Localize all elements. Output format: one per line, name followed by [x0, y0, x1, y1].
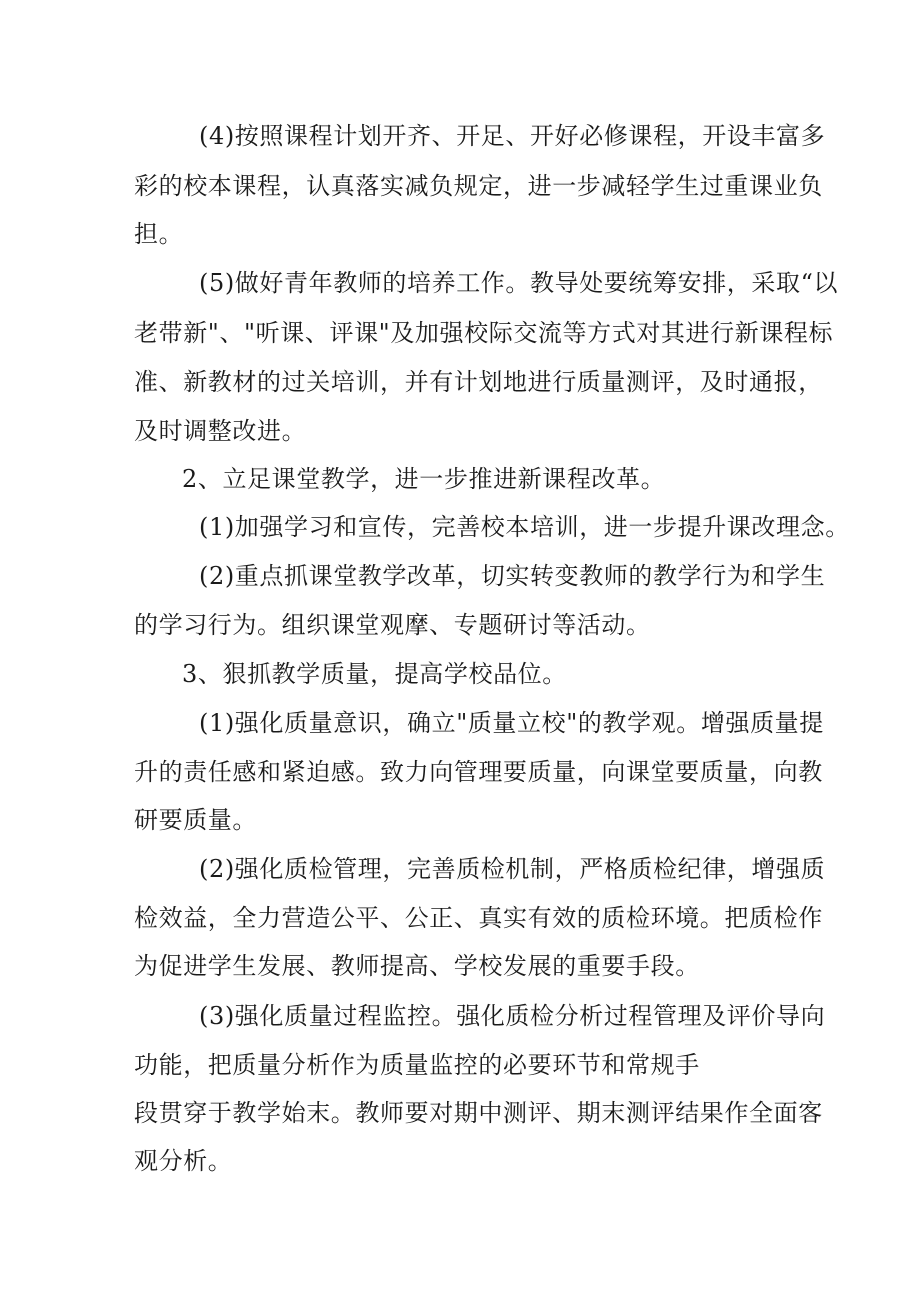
paragraph-line: 的学习行为。组织课堂观摩、专题研讨等活动。 [134, 611, 651, 639]
section-heading: 3、狠抓教学质量，提高学校品位。 [182, 660, 567, 688]
paragraph-line: (1)强化质量意识，确立"质量立校"的教学观。增强质量提 [199, 709, 824, 737]
paragraph-line: 准、新教材的过关培训，并有计划地进行质量测评，及时通报， [134, 368, 823, 396]
paragraph-line: 及时调整改进。 [134, 417, 307, 445]
paragraph-line: 研要质量。 [134, 806, 257, 834]
paragraph-line: 升的责任感和紧迫感。致力向管理要质量，向课堂要质量，向教 [134, 758, 823, 786]
paragraph-line: 彩的校本课程，认真落实减负规定，进一步减轻学生过重课业负 [134, 172, 823, 200]
paragraph-line: 为促进学生发展、教师提高、学校发展的重要手段。 [134, 952, 700, 980]
paragraph-line: (4)按照课程计划开齐、开足、开好必修课程，开设丰富多 [199, 122, 826, 150]
paragraph-line: (1)加强学习和宣传，完善校本培训，进一步提升课改理念。 [199, 513, 850, 541]
paragraph-line: 担。 [134, 220, 184, 248]
section-heading: 2、立足课堂教学，进一步推进新课程改革。 [182, 465, 666, 493]
paragraph-line: (2)重点抓课堂教学改革，切实转变教师的教学行为和学生 [199, 562, 826, 590]
paragraph-line: 观分析。 [134, 1147, 233, 1175]
paragraph-line: 检效益，全力营造公平、公正、真实有效的质检环境。把质检作 [134, 904, 823, 932]
paragraph-line: 功能，把质量分析作为质量监控的必要环节和常规手 [134, 1051, 700, 1079]
paragraph-line: 老带新"、"听课、评课"及加强校际交流等方式对其进行新课程标 [134, 319, 834, 347]
paragraph-line: (2)强化质检管理，完善质检机制，严格质检纪律，增强质 [199, 855, 826, 883]
paragraph-line: 段贯穿于教学始末。教师要对期中测评、期末测评结果作全面客 [134, 1099, 823, 1127]
paragraph-line: (5)做好青年教师的培养工作。教导处要统筹安排，采取“以 [199, 269, 839, 297]
paragraph-line: (3)强化质量过程监控。强化质检分析过程管理及评价导向 [199, 1002, 826, 1030]
